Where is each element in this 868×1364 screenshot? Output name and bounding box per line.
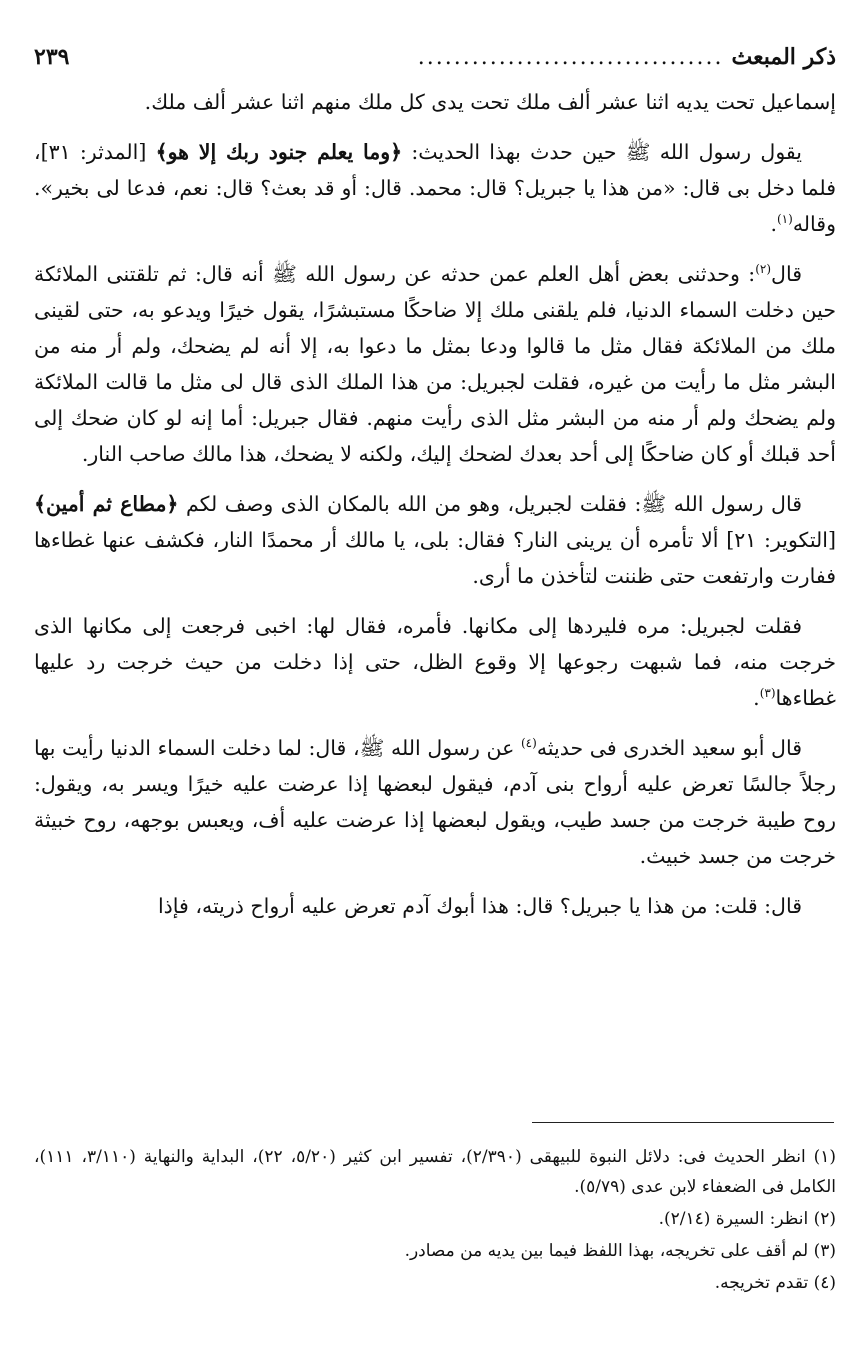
- running-title: ذكر المبعث: [731, 44, 836, 70]
- footnote-4: (٤) تقدم تخريجه.: [714, 1273, 836, 1293]
- running-header: [34, 44, 836, 84]
- paragraph-2-text-a: قال: [771, 262, 802, 286]
- paragraph-5: [34, 730, 836, 874]
- paragraph-4: [34, 608, 836, 716]
- footnote-3: (٣) لم أقف على تخريجه، بهذا اللفظ فيما بين يديه من مصادر.: [404, 1241, 836, 1261]
- footnote-1: (١) انظر الحديث فى: دلائل النبوة للبيهقى (٢/٣٩٠)، تفسير ابن كثير (٥/٢٠، ٢٢)، البداية والنهاية (٣/١١٠، ١١١)، الكامل فى الضعفاء لابن عدى (٥/٧٩).: [34, 1147, 837, 1197]
- paragraph-5-text-a: قال أبو سعيد الخدرى فى حديثه: [536, 736, 802, 760]
- paragraph-6: قال: قلت: من هذا يا جبريل؟ قال: هذا أبوك آدم تعرض عليه أرواح ذريته، فإذا: [157, 894, 802, 918]
- paragraph-1-end: .: [770, 212, 777, 236]
- page-number: ٢٣٩: [34, 44, 70, 70]
- paragraph-continuation: إسماعيل تحت يديه اثنا عشر ألف ملك تحت يدى كل ملك منهم اثنا عشر ألف ملك.: [144, 90, 836, 114]
- paragraph-1-text-b: [المدثر: ٣١]، فلما دخل بى قال: «من هذا يا جبريل؟ قال: محمد. قال: أو قد بعث؟ قال: نعم، فدعا لى بخير». وقاله: [34, 140, 836, 236]
- paragraph-5-text-b: عن رسول الله ﷺ، قال: لما دخلت السماء الدنيا رأيت بها رجلاً جالسًا تعرض عليه أرواح بنى آدم، فيقول لبعضها إذا عرضت عليه خيرًا ويسر به، ويقول: روح طيبة خرجت من جسد طيب، ويقول لبعضها إذا عرضت عليه أف، ويعبس بوجهه، روح خبيثة خرجت من جسد خبيث.: [34, 736, 836, 868]
- paragraph-4-end: .: [753, 686, 760, 710]
- paragraph-3: [34, 486, 836, 594]
- footnotes: [34, 1142, 836, 1300]
- paragraph-3-text-a: قال رسول الله ﷺ: فقلت لجبريل، وهو من الله بالمكان الذى وصف لكم: [178, 492, 802, 516]
- paragraph-4-text: فقلت لجبريل: مره فليردها إلى مكانها. فأمره، فقال لها: اخبى فرجعت إلى مكانها الذى خرجت منه، فما شبهت رجوعها إلا وقوع الظل، حتى إذا دخلت من حيث خرجت رد عليها غطاءها: [34, 614, 836, 710]
- footnote-separator: [532, 1122, 834, 1123]
- paragraph-1: [34, 134, 836, 242]
- footnote-ref-4: (٤): [520, 736, 537, 751]
- paragraph-2-text-b: : وحدثنى بعض أهل العلم عمن حدثه عن رسول الله ﷺ أنه قال: ثم تلقتنى الملائكة حين دخلت السماء الدنيا، فلم يلقنى ملك إلا ضاحكًا مستبشرًا، يقول خيرًا ويدعو به، حتى لقينى ملك من الملائكة فقال مثل ما قالوا ودعا بمثل ما دعوا به، إلا أنه لم يضحك، ولم أر منه من البشر مثل ما رأيت من غيره، فقلت لجبريل: من هذا الملك الذى قال لى مثل ما قالت الملائكة ولم يضحك ولم أر منه من البشر مثل الذى رأيت منهم. فقال جبريل: أما إنه لو كان ضحك إلى أحد قبلك أو كان ضاحكًا إلى أحد بعدك لضحك إليك، ولكنه لا يضحك، هذا مالك صاحب النار.: [34, 262, 836, 466]
- footnote-ref-1: (١): [776, 212, 793, 227]
- quran-verse-muddathir: ﴿وما يعلم جنود ربك إلا هو﴾: [155, 140, 403, 164]
- footnote-2: (٢) انظر: السيرة (٢/١٤).: [658, 1209, 836, 1229]
- header-leader-dots: ..................................: [417, 45, 724, 70]
- paragraph-1-text-a: يقول رسول الله ﷺ حين حدث بهذا الحديث:: [402, 140, 802, 164]
- book-page: [34, 44, 836, 938]
- paragraph-3-text-b: [التكوير: ٢١] ألا تأمره أن يرينى النار؟ فقال: بلى، يا مالك أر محمدًا النار، فكشف عنها غطاءها ففارت وارتفعت حتى ظننت لتأخذن ما أرى.: [34, 528, 836, 588]
- paragraph-2: [34, 256, 836, 472]
- quran-verse-takwir: ﴿مطاع ثم أمين﴾: [34, 492, 179, 516]
- footnote-ref-3: (٣): [759, 686, 776, 701]
- footnote-ref-2: (٢): [755, 262, 772, 277]
